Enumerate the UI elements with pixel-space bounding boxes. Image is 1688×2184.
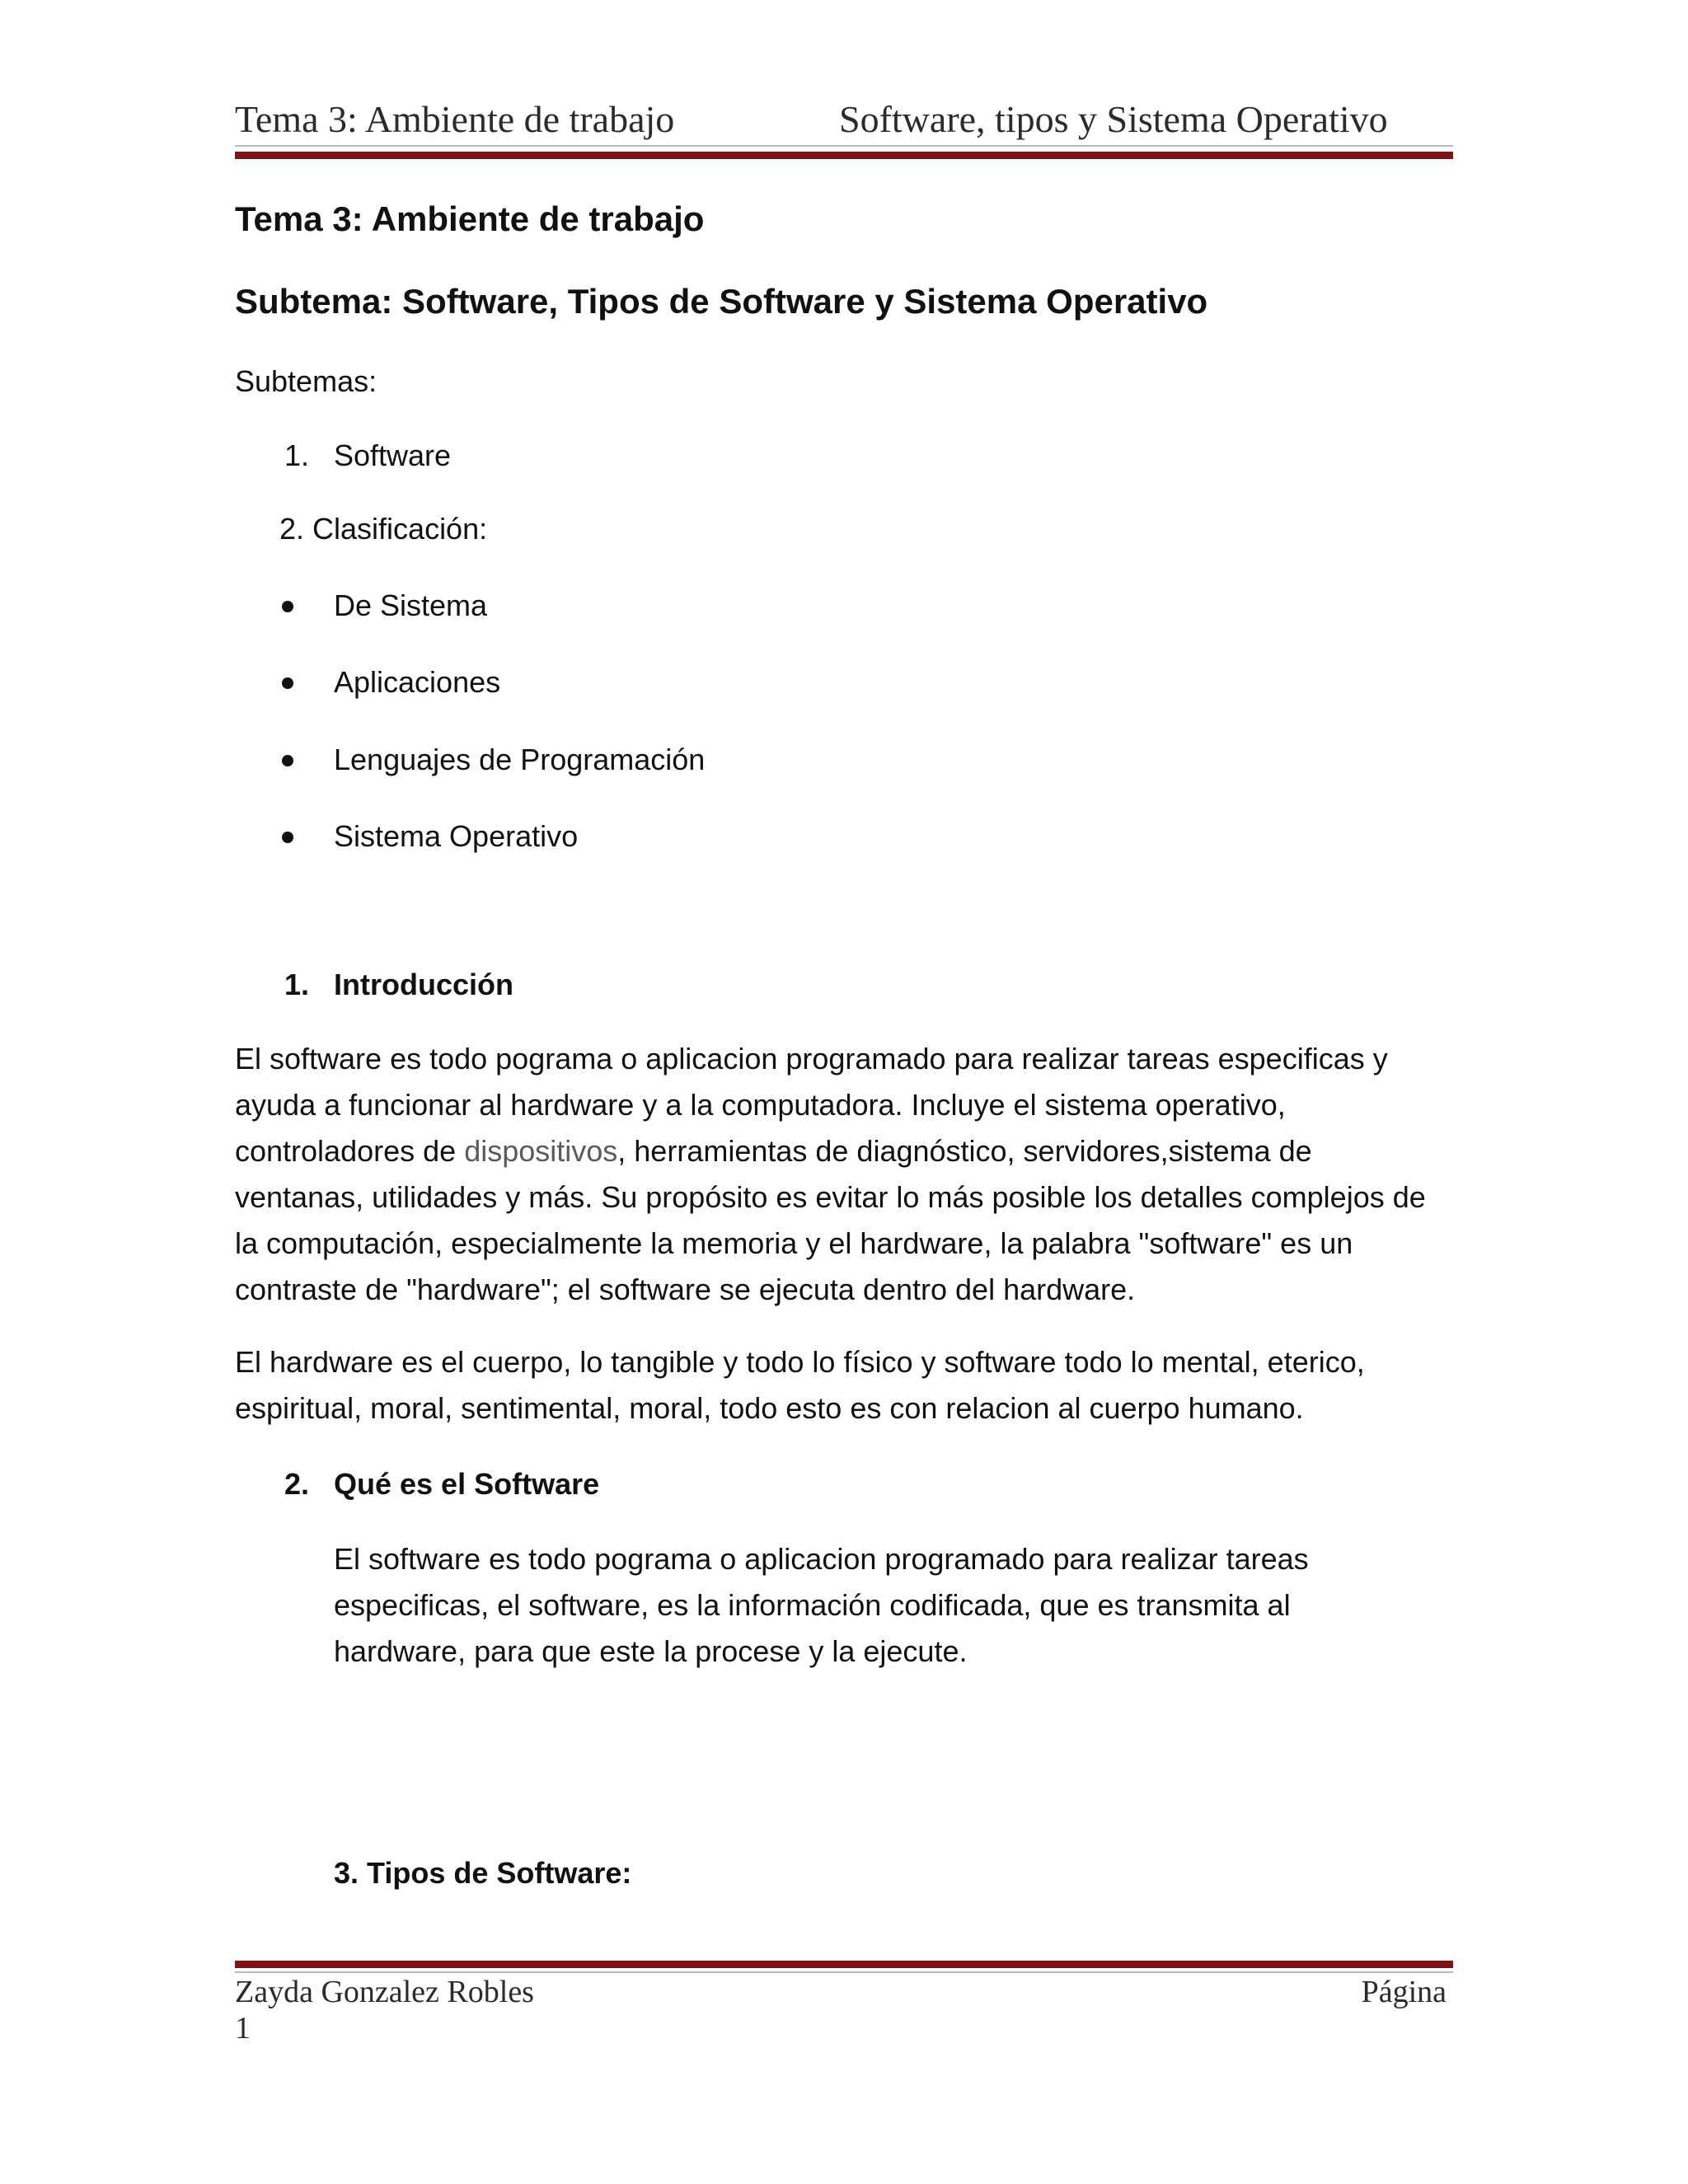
bullet-dot [282, 601, 293, 612]
page-subtitle: Subtema: Software, Tipos de Software y Sistema Operativo [235, 282, 1208, 321]
paragraph-text: , herramientas de diagnóstico, servidores,sistema de [617, 1134, 1312, 1168]
paragraph-line: la computación, especialmente la memoria y el hardware, la palabra "software" es un [235, 1226, 1353, 1260]
section-2-paragraph [334, 1536, 1455, 1675]
paragraph-text: controladores de [235, 1134, 465, 1168]
paragraph-line: El software es todo pograma o aplicacion programado para realizar tareas especificas y [235, 1042, 1388, 1076]
header-thick-rule [235, 152, 1453, 159]
bullet-item-aplicaciones: Aplicaciones [334, 665, 501, 699]
bullet-item-sistema-operativo: Sistema Operativo [334, 819, 579, 853]
section-3-heading: 3. Tipos de Software: [334, 1856, 632, 1890]
bullet-item-de-sistema: De Sistema [334, 588, 488, 622]
dispositivos-link[interactable]: dispositivos [464, 1134, 618, 1168]
bullet-dot [282, 832, 293, 843]
footer-page-label: Página [1361, 1975, 1447, 2009]
bullet-dot [282, 755, 293, 766]
paragraph-line: ayuda a funcionar al hardware y a la computadora. Incluye el sistema operativo, [235, 1088, 1286, 1122]
paragraph-line: ventanas, utilidades y más. Su propósito es evitar lo más posible los detalles complejos de [235, 1180, 1426, 1214]
page-title: Tema 3: Ambiente de trabajo [235, 199, 705, 238]
footer-author: Zayda Gonzalez Robles [235, 1975, 534, 2009]
paragraph-line: hardware, para que este la procese y la ejecute. [334, 1634, 968, 1668]
paragraph-line: espiritual, moral, sentimental, moral, todo esto es con relacion al cuerpo humano. [235, 1391, 1304, 1425]
section-2-heading: Qué es el Software [334, 1467, 600, 1501]
header-left-title: Tema 3: Ambiente de trabajo [235, 98, 675, 140]
page-header [235, 97, 1453, 147]
footer-thin-rule [235, 1971, 1453, 1973]
section-1-number: 1. [284, 968, 310, 1001]
paragraph-line: El hardware es el cuerpo, lo tangible y todo lo físico y software todo lo mental, eterico, [235, 1345, 1365, 1379]
section-1-heading: Introducción [334, 968, 513, 1001]
header-right-title: Software, tipos y Sistema Operativo [839, 98, 1388, 140]
bullet-dot [282, 677, 293, 689]
footer-page-number: 1 [235, 2011, 251, 2046]
subtema-1-number: 1. [284, 438, 310, 472]
paragraph-line: contraste de "hardware"; el software se ejecuta dentro del hardware. [235, 1272, 1136, 1306]
paragraph-line [235, 1128, 1455, 1174]
bullet-item-lenguajes: Lenguajes de Programación [334, 743, 706, 776]
header-thin-rule [235, 145, 1453, 147]
paragraph-line: especificas, el software, es la información codificada, que es transmita al [334, 1588, 1291, 1622]
footer-thick-rule [235, 1961, 1453, 1968]
subtema-2-label: 2. Clasificación: [279, 512, 488, 546]
section-1-paragraph-1 [235, 1036, 1455, 1313]
subtemas-label: Subtemas: [235, 364, 377, 398]
section-2-number: 2. [284, 1467, 310, 1501]
section-1-paragraph-2 [235, 1339, 1455, 1432]
subtema-1-label: Software [334, 438, 452, 472]
paragraph-line: El software es todo pograma o aplicacion programado para realizar tareas [334, 1542, 1309, 1576]
